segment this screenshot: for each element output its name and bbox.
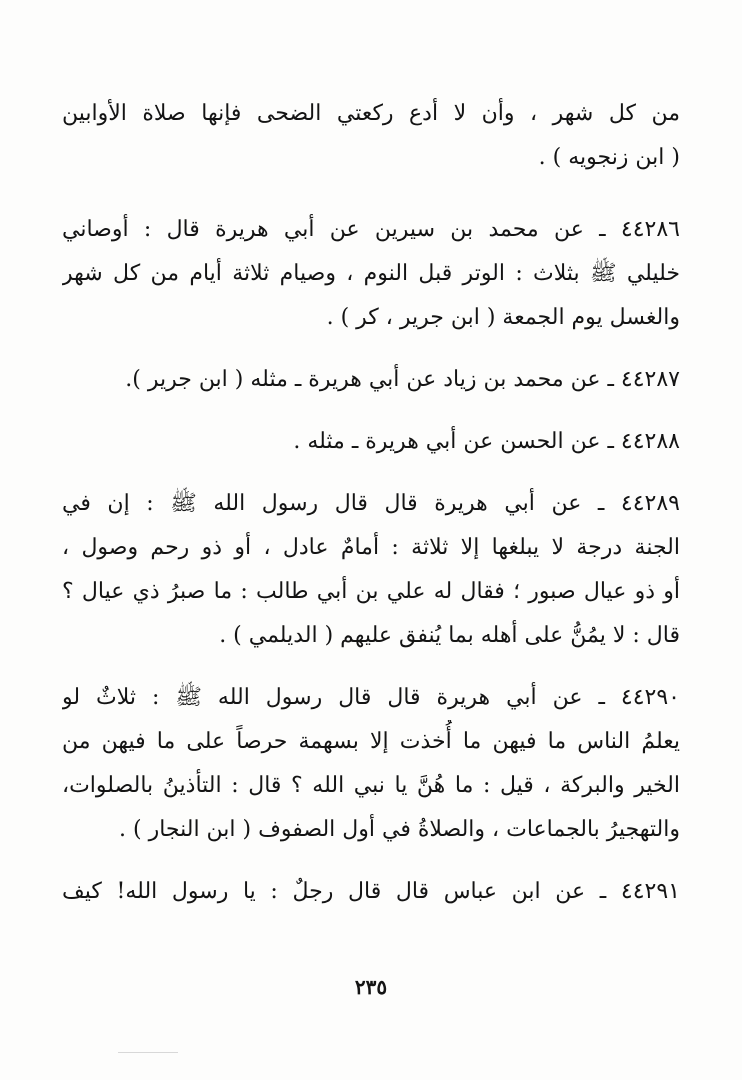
hadith-44289-line: ٤٤٢٨٩ ـ عن أبي هريرة قال قال رسول الله ﷺ : إن في [62,491,680,516]
text-line: أو ذو عيال صبور ؛ فقال له علي بن أبي طالب : ما صبرُ ذي عيال ؟ [62,579,680,604]
text-line: يعلمُ الناس ما فيهن ما أُخذت إلا بسهمة حرصاً على ما فيهن من [62,729,680,754]
text-line: ( ابن زنجويه ) . [538,145,680,170]
paragraph-spacer [62,340,680,358]
text-line: الخير والبركة ، قيل : ما هُنَّ يا نبي الله ؟ قال : التأذينُ بالصلوات، [62,773,680,798]
paragraph-spacer [62,852,680,870]
hadith-44290-line: ٤٤٢٩٠ ـ عن أبي هريرة قال قال رسول الله ﷺ : ثلاثٌ لو [62,685,680,710]
text-line: خليلي ﷺ بثلاث : الوتر قبل النوم ، وصيام ثلاثة أيام من كل شهر [62,261,680,286]
text-line: قال : لا يمُنُّ على أهله بما يُنفق عليهم ( الديلمي ) . [219,623,680,648]
scan-margin-mark [118,1052,178,1053]
hadith-text-block [62,92,680,914]
paragraph-spacer [62,180,680,208]
page-number: ٢٣٥ [354,975,388,999]
hadith-44287-line: ٤٤٢٨٧ ـ عن محمد بن زياد عن أبي هريرة ـ مثله ( ابن جرير ). [125,367,680,392]
text-line: الجنة درجة لا يبلغها إلا ثلاثة : أمامٌ عادل ، أو ذو رحم وصول ، [62,535,680,560]
text-line: والتهجيرُ بالجماعات ، والصلاةُ في أول الصفوف ( ابن النجار ) . [119,817,680,842]
hadith-44288-line: ٤٤٢٨٨ ـ عن الحسن عن أبي هريرة ـ مثله . [293,429,680,454]
paragraph-spacer [62,464,680,482]
text-line: من كل شهر ، وأن لا أدع ركعتي الضحى فإنها صلاة الأوابين [62,101,680,126]
hadith-44286-line: ٤٤٢٨٦ ـ عن محمد بن سيرين عن أبي هريرة قال : أوصاني [62,217,680,242]
hadith-44291-line: ٤٤٢٩١ ـ عن ابن عباس قال قال رجلٌ : يا رسول الله! كيف [62,879,680,904]
paragraph-spacer [62,658,680,676]
paragraph-spacer [62,402,680,420]
text-line: والغسل يوم الجمعة ( ابن جرير ، كر ) . [326,305,680,330]
